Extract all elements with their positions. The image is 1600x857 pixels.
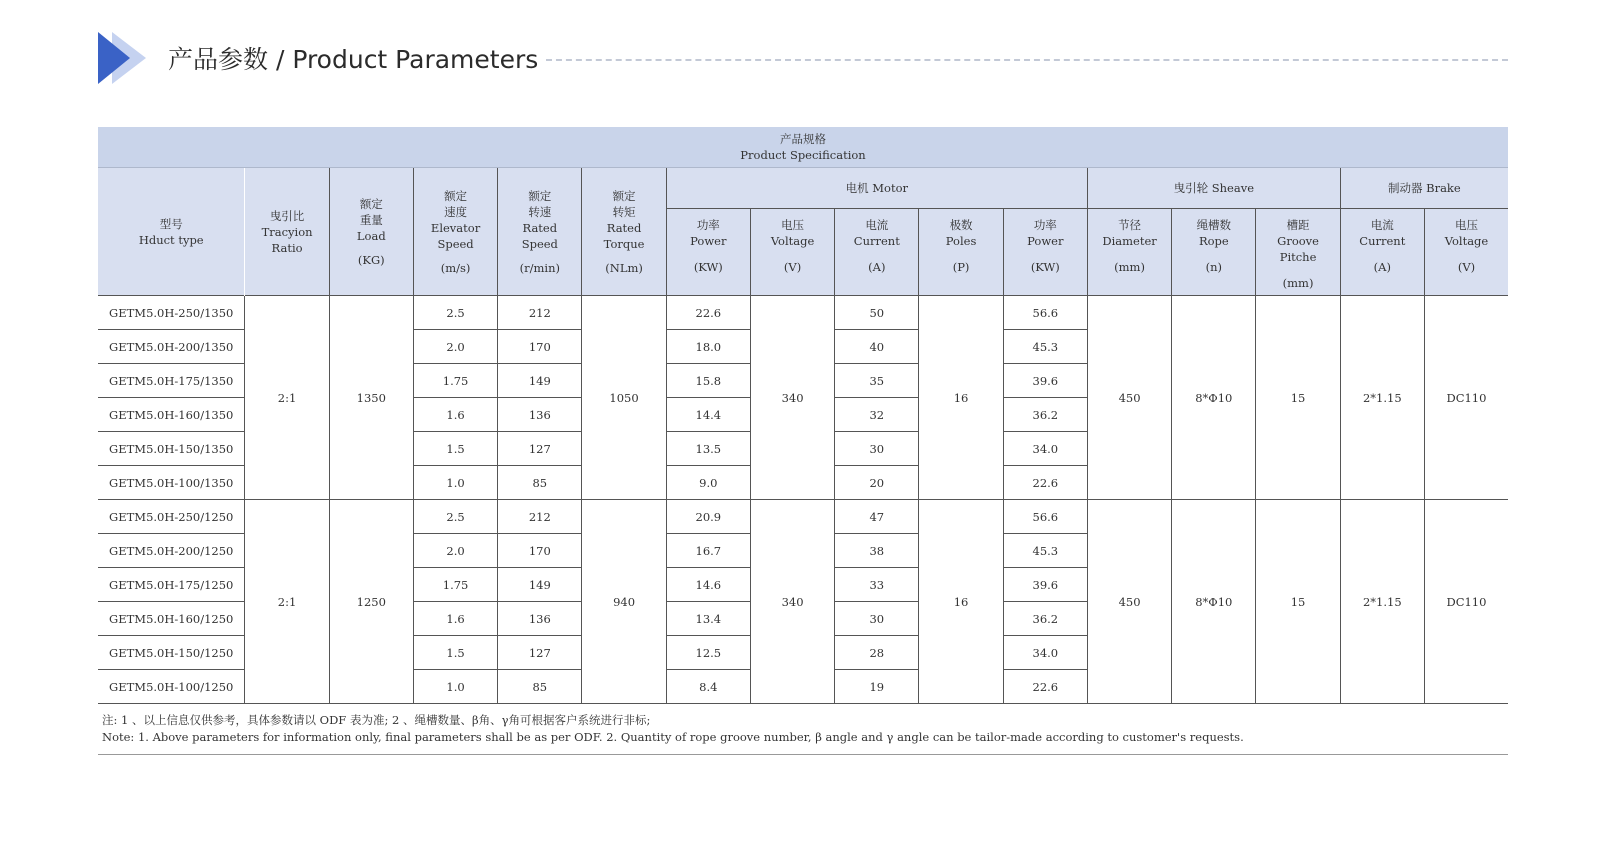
header-line: Rated — [606, 220, 642, 235]
cell-pitch: 15 — [1256, 500, 1340, 704]
product-spec-table — [98, 127, 1508, 755]
header-line: Speed — [521, 236, 558, 251]
cell-rated-speed: 85 — [498, 670, 582, 704]
cell-power2: 45.3 — [1003, 330, 1087, 364]
cell-rated-speed: 127 — [498, 636, 582, 670]
cell-rated-speed: 170 — [498, 534, 582, 568]
cell-power2: 56.6 — [1003, 296, 1087, 330]
header-line: Hduct type — [138, 232, 204, 247]
cell-rated-speed: 85 — [498, 466, 582, 500]
cell-power2: 45.3 — [1003, 534, 1087, 568]
page-title: 产品参数 / Product Parameters — [168, 45, 539, 74]
cell-model: GETM5.0H-250/1250 — [98, 500, 245, 534]
cell-motor-current: 40 — [835, 330, 919, 364]
cell-speed: 2.0 — [413, 534, 497, 568]
cell-brake-current: 2*1.15 — [1340, 500, 1424, 704]
note-en: Note: 1. Above parameters for information only, final parameters shall be as per ODF. 2. Quantity of rope groove number, β angle and γ angle can be tailor-made according to customer's requests. — [102, 730, 1244, 744]
header-line: 额定 — [359, 196, 383, 211]
cell-rated-speed: 212 — [498, 500, 582, 534]
col-header-pitch — [1256, 209, 1340, 296]
cell-model: GETM5.0H-100/1250 — [98, 670, 245, 704]
col-header-rated-speed — [498, 168, 582, 296]
table-note — [98, 704, 1508, 755]
col-header-speed — [413, 168, 497, 296]
cell-speed: 1.75 — [413, 364, 497, 398]
header-line: Power — [1027, 234, 1064, 248]
cell-power2: 22.6 — [1003, 466, 1087, 500]
note-cn: 注: 1 、以上信息仅供参考，具体参数请以 ODF 表为准; 2 、绳槽数量、β角、γ角可根据客户系统进行非标; — [102, 713, 651, 727]
header-line: (A) — [1373, 260, 1391, 274]
cell-model: GETM5.0H-250/1350 — [98, 296, 245, 330]
cell-speed: 2.5 — [413, 296, 497, 330]
cell-model: GETM5.0H-200/1250 — [98, 534, 245, 568]
cell-rated-speed: 170 — [498, 330, 582, 364]
cell-load: 1250 — [329, 500, 413, 704]
header-line: 转速 — [528, 204, 552, 219]
cell-motor-current: 30 — [835, 602, 919, 636]
cell-motor-current: 38 — [835, 534, 919, 568]
cell-model: GETM5.0H-175/1350 — [98, 364, 245, 398]
cell-model: GETM5.0H-150/1250 — [98, 636, 245, 670]
header-line: 速度 — [444, 204, 468, 219]
cell-power2: 36.2 — [1003, 398, 1087, 432]
header-line: 额定 — [612, 188, 636, 203]
header-line: 额定 — [528, 188, 552, 203]
header-line: Power — [690, 234, 727, 248]
header-line: 转矩 — [612, 204, 636, 219]
cell-motor-current: 33 — [835, 568, 919, 602]
cell-motor-power: 22.6 — [666, 296, 750, 330]
header-line: 节径 — [1118, 218, 1142, 232]
cell-motor-current: 35 — [835, 364, 919, 398]
header-line: Rope — [1198, 234, 1229, 248]
cell-torque: 940 — [582, 500, 666, 704]
cell-ratio: 2:1 — [245, 296, 329, 500]
divider — [546, 59, 1508, 61]
cell-motor-power: 20.9 — [666, 500, 750, 534]
col-header-model — [98, 168, 245, 296]
cell-motor-current: 19 — [835, 670, 919, 704]
col-header-poles — [919, 209, 1003, 296]
header-line: Elevator — [430, 220, 481, 235]
header-line: (A) — [868, 260, 886, 274]
table-row — [98, 296, 1508, 330]
cell-diameter: 450 — [1087, 296, 1171, 500]
cell-poles: 16 — [919, 296, 1003, 500]
cell-motor-power: 13.5 — [666, 432, 750, 466]
header-line: (NLm) — [605, 260, 643, 275]
cell-pitch: 15 — [1256, 296, 1340, 500]
header-line: 额定 — [444, 188, 468, 203]
cell-motor-voltage: 340 — [750, 296, 834, 500]
cell-motor-power: 13.4 — [666, 602, 750, 636]
header-line: 曳引比 — [269, 208, 305, 223]
section-header — [98, 30, 1508, 86]
cell-speed: 1.75 — [413, 568, 497, 602]
header-line: 型号 — [159, 216, 183, 231]
header-line: 电流 — [1370, 218, 1394, 232]
header-line: Rated — [522, 220, 558, 235]
cell-power2: 39.6 — [1003, 364, 1087, 398]
header-line: 槽距 — [1286, 218, 1310, 232]
cell-power2: 22.6 — [1003, 670, 1087, 704]
header-line: (r/min) — [519, 260, 560, 275]
header-line: 电压 — [781, 218, 805, 232]
header-line: 功率 — [696, 218, 720, 232]
header-line: Torque — [603, 236, 645, 251]
header-line: Ratio — [271, 240, 303, 255]
cell-rated-speed: 212 — [498, 296, 582, 330]
cell-power2: 36.2 — [1003, 602, 1087, 636]
header-line: Speed — [437, 236, 474, 251]
cell-motor-voltage: 340 — [750, 500, 834, 704]
cell-power2: 34.0 — [1003, 432, 1087, 466]
col-header-load — [329, 168, 413, 296]
cell-motor-power: 9.0 — [666, 466, 750, 500]
cell-rope: 8*Φ10 — [1172, 500, 1256, 704]
header-line: 重量 — [359, 212, 383, 227]
cell-motor-current: 20 — [835, 466, 919, 500]
cell-speed: 1.0 — [413, 670, 497, 704]
cell-brake-current: 2*1.15 — [1340, 296, 1424, 500]
header-line: Voltage — [770, 234, 815, 248]
header-line: 电压 — [1454, 218, 1478, 232]
cell-speed: 1.5 — [413, 432, 497, 466]
col-header-rope — [1172, 209, 1256, 296]
col-header-ratio — [245, 168, 329, 296]
header-line: Tracyion — [261, 224, 313, 239]
header-line: (KW) — [693, 260, 723, 274]
col-header-torque — [582, 168, 666, 296]
header-line: (V) — [783, 260, 802, 274]
cell-model: GETM5.0H-150/1350 — [98, 432, 245, 466]
header-line: (V) — [1457, 260, 1476, 274]
header-line: Poles — [945, 234, 977, 248]
cell-motor-power: 8.4 — [666, 670, 750, 704]
header-line: (mm) — [1282, 276, 1314, 290]
header-line: 绳槽数 — [1196, 218, 1232, 232]
header-line: Current — [1359, 234, 1406, 248]
cell-load: 1350 — [329, 296, 413, 500]
header-line: Pitche — [1279, 250, 1317, 264]
cell-rope: 8*Φ10 — [1172, 296, 1256, 500]
cell-power2: 56.6 — [1003, 500, 1087, 534]
cell-motor-power: 14.6 — [666, 568, 750, 602]
header-line: 电流 — [865, 218, 889, 232]
col-header-power2 — [1003, 209, 1087, 296]
cell-motor-power: 18.0 — [666, 330, 750, 364]
header-line: Voltage — [1444, 234, 1489, 248]
header-line: Groove — [1277, 234, 1319, 248]
cell-power2: 39.6 — [1003, 568, 1087, 602]
cell-rated-speed: 149 — [498, 568, 582, 602]
group-header-sheave: 曳引轮 Sheave — [1087, 168, 1340, 209]
header-line: (mm) — [1114, 260, 1145, 274]
cell-poles: 16 — [919, 500, 1003, 704]
cell-motor-current: 32 — [835, 398, 919, 432]
cell-rated-speed: 127 — [498, 432, 582, 466]
cell-motor-power: 14.4 — [666, 398, 750, 432]
cell-diameter: 450 — [1087, 500, 1171, 704]
header-line: (m/s) — [440, 260, 471, 275]
col-header-motor-voltage — [750, 209, 834, 296]
header-line: 极数 — [949, 218, 973, 232]
cell-model: GETM5.0H-160/1250 — [98, 602, 245, 636]
col-header-diameter — [1087, 209, 1171, 296]
group-header-motor: 电机 Motor — [666, 168, 1087, 209]
cell-model: GETM5.0H-100/1350 — [98, 466, 245, 500]
header-line: Current — [853, 234, 900, 248]
col-header-brake-voltage — [1424, 209, 1508, 296]
chevron-right-icon — [98, 32, 154, 84]
header-line: (KW) — [1030, 260, 1060, 274]
cell-model: GETM5.0H-175/1250 — [98, 568, 245, 602]
cell-ratio: 2:1 — [245, 500, 329, 704]
cell-motor-current: 28 — [835, 636, 919, 670]
cell-power2: 34.0 — [1003, 636, 1087, 670]
header-line: (P) — [952, 260, 970, 274]
cell-torque: 1050 — [582, 296, 666, 500]
cell-brake-voltage: DC110 — [1424, 296, 1508, 500]
cell-motor-current: 30 — [835, 432, 919, 466]
cell-speed: 1.5 — [413, 636, 497, 670]
col-header-brake-current — [1340, 209, 1424, 296]
header-line: 功率 — [1033, 218, 1057, 232]
cell-brake-voltage: DC110 — [1424, 500, 1508, 704]
table-row — [98, 500, 1508, 534]
cell-motor-current: 50 — [835, 296, 919, 330]
cell-motor-power: 16.7 — [666, 534, 750, 568]
cell-motor-power: 15.8 — [666, 364, 750, 398]
cell-speed: 1.6 — [413, 398, 497, 432]
cell-speed: 1.0 — [413, 466, 497, 500]
col-header-motor-power — [666, 209, 750, 296]
cell-model: GETM5.0H-160/1350 — [98, 398, 245, 432]
header-line: (KG) — [357, 252, 385, 267]
cell-speed: 2.5 — [413, 500, 497, 534]
col-header-motor-current — [835, 209, 919, 296]
table-title: 产品规格 Product Specification — [98, 127, 1508, 168]
cell-speed: 2.0 — [413, 330, 497, 364]
cell-motor-current: 47 — [835, 500, 919, 534]
cell-rated-speed: 149 — [498, 364, 582, 398]
header-line: Load — [356, 228, 386, 243]
cell-speed: 1.6 — [413, 602, 497, 636]
header-line: (n) — [1205, 260, 1222, 274]
header-line: Diameter — [1102, 234, 1157, 248]
cell-model: GETM5.0H-200/1350 — [98, 330, 245, 364]
cell-rated-speed: 136 — [498, 398, 582, 432]
cell-rated-speed: 136 — [498, 602, 582, 636]
group-header-brake: 制动器 Brake — [1340, 168, 1508, 209]
cell-motor-power: 12.5 — [666, 636, 750, 670]
